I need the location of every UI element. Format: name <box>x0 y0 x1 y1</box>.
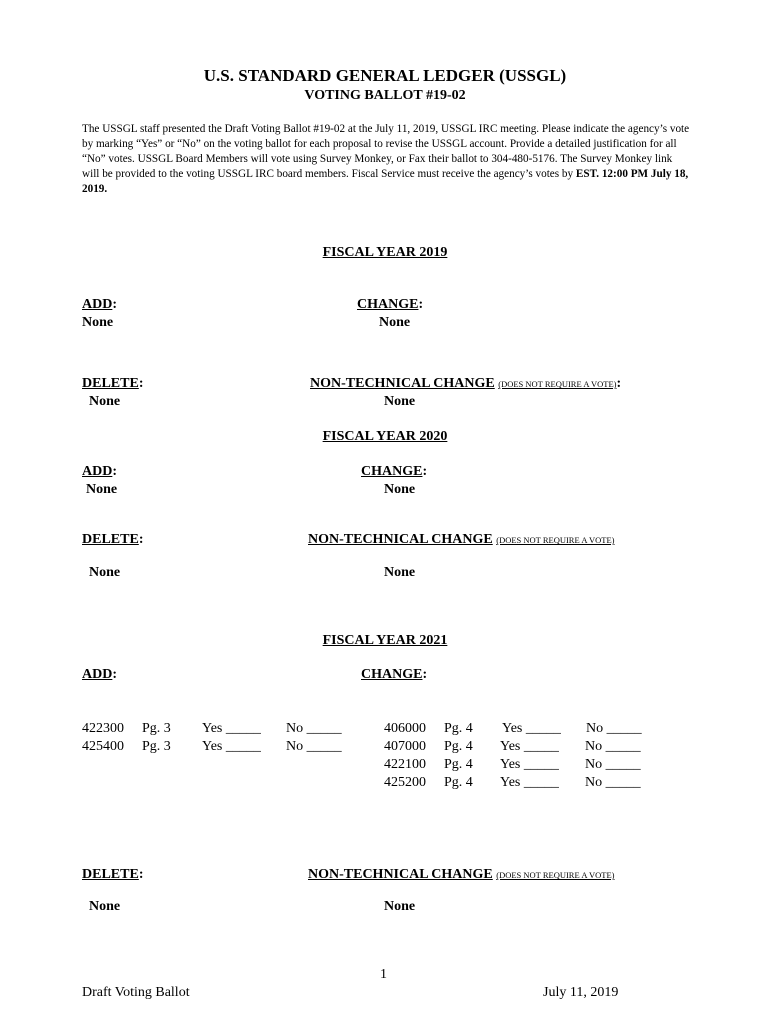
change-row-no-vote[interactable]: No _____ <box>586 721 642 736</box>
fy2021-heading: FISCAL YEAR 2021 <box>322 633 448 648</box>
fy2020-add-label: ADD: <box>82 464 118 479</box>
change-row-account: 407000 <box>384 739 426 754</box>
fy2019-change-label: CHANGE: <box>357 297 424 312</box>
fy2019-delete-none: None <box>89 394 121 409</box>
change-row-yes-vote[interactable]: Yes _____ <box>500 739 559 754</box>
add-row-page: Pg. 3 <box>142 721 171 736</box>
add-row-account: 425400 <box>82 739 124 754</box>
intro-paragraph <box>82 122 692 197</box>
document-title: U.S. STANDARD GENERAL LEDGER (USSGL) <box>203 66 567 85</box>
change-row-yes-vote[interactable]: Yes _____ <box>502 721 561 736</box>
change-row-no-vote[interactable]: No _____ <box>585 757 641 772</box>
change-row-yes-vote[interactable]: Yes _____ <box>500 757 559 772</box>
fy2019-add-none: None <box>82 315 114 330</box>
change-row-page: Pg. 4 <box>444 775 473 790</box>
change-row-account: 425200 <box>384 775 426 790</box>
fy2020-nontech-label: NON-TECHNICAL CHANGE (DOES NOT REQUIRE A VOTE) <box>308 532 615 547</box>
add-row-account: 422300 <box>82 721 124 736</box>
change-row-no-vote[interactable]: No _____ <box>585 739 641 754</box>
fy2019-nontech-none: None <box>384 394 416 409</box>
vote-deadline: EST. 12:00 PM July 18, 2019. <box>82 168 689 195</box>
fy2020-delete-label: DELETE: <box>82 532 144 547</box>
ballot-subtitle: VOTING BALLOT #19-02 <box>304 88 466 103</box>
fy2020-heading: FISCAL YEAR 2020 <box>322 429 448 444</box>
page-number: 1 <box>380 967 387 982</box>
fy2021-add-label: ADD: <box>82 667 118 682</box>
change-row-no-vote[interactable]: No _____ <box>585 775 641 790</box>
fy2019-heading: FISCAL YEAR 2019 <box>322 245 448 260</box>
fy2019-change-none: None <box>379 315 411 330</box>
footer-document-name: Draft Voting Ballot <box>82 985 190 1000</box>
fy2021-nontech-label: NON-TECHNICAL CHANGE (DOES NOT REQUIRE A VOTE) <box>308 867 615 882</box>
add-row-yes-vote[interactable]: Yes _____ <box>202 739 261 754</box>
add-row-no-vote[interactable]: No _____ <box>286 721 342 736</box>
fy2021-delete-none: None <box>89 899 121 914</box>
intro-text: The USSGL staff presented the Draft Voting Ballot #19-02 at the July 11, 2019, USSGL IRC meeting. Please indicate the agency’s vote by marking “Yes” or “No” on the voting ballot for each proposal to revise the USSGL account. Provide a detailed justification for all “No” votes. USSGL Board Members will vote using Survey Monkey, or Fax their ballot to 304-480-5176. The Survey Monkey link will be provided to the voting USSGL IRC board members. Fiscal Service must receive the agency’s votes by <box>82 123 690 180</box>
fy2020-nontech-none: None <box>384 565 416 580</box>
change-row-account: 406000 <box>384 721 426 736</box>
fy2021-nontech-none: None <box>384 899 416 914</box>
fy2021-delete-label: DELETE: <box>82 867 144 882</box>
change-row-page: Pg. 4 <box>444 757 473 772</box>
change-row-page: Pg. 4 <box>444 721 473 736</box>
change-row-account: 422100 <box>384 757 426 772</box>
fy2019-nontech-label: NON-TECHNICAL CHANGE (DOES NOT REQUIRE A VOTE): <box>310 376 622 391</box>
fy2020-change-label: CHANGE: <box>361 464 428 479</box>
fy2021-change-label: CHANGE: <box>361 667 428 682</box>
fy2019-delete-label: DELETE: <box>82 376 144 391</box>
footer-date: July 11, 2019 <box>543 985 619 1000</box>
change-row-yes-vote[interactable]: Yes _____ <box>500 775 559 790</box>
add-row-page: Pg. 3 <box>142 739 171 754</box>
add-row-no-vote[interactable]: No _____ <box>286 739 342 754</box>
fy2019-add-label: ADD: <box>82 297 118 312</box>
fy2020-delete-none: None <box>89 565 121 580</box>
fy2020-add-none: None <box>86 482 118 497</box>
add-row-yes-vote[interactable]: Yes _____ <box>202 721 261 736</box>
fy2020-change-none: None <box>384 482 416 497</box>
change-row-page: Pg. 4 <box>444 739 473 754</box>
